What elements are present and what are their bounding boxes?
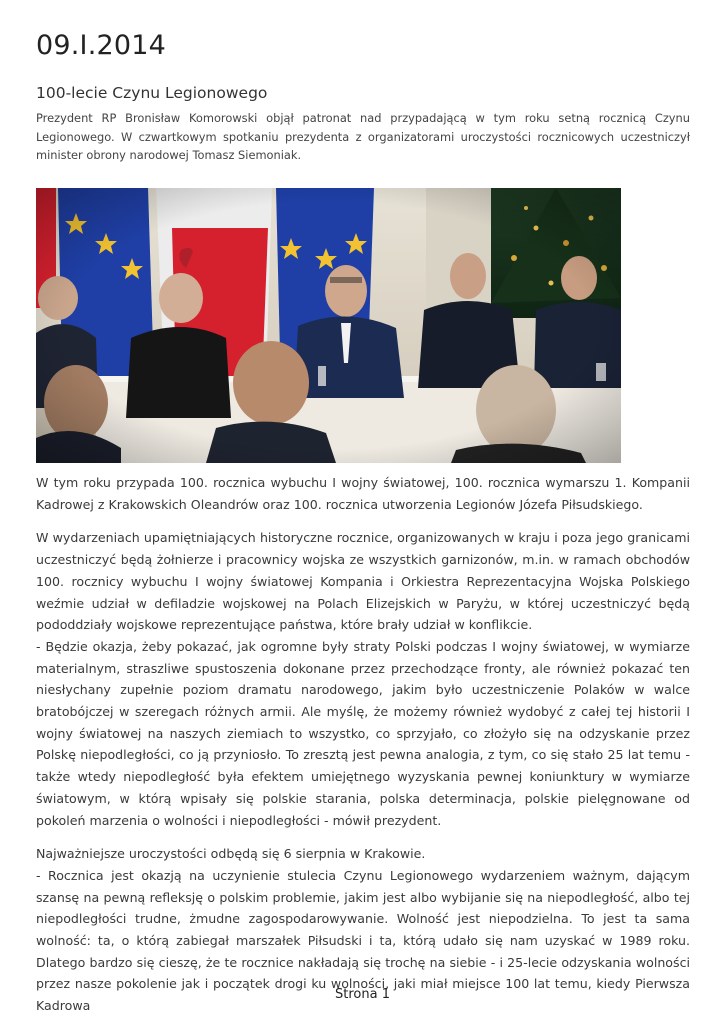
page-number: Strona 1 [335,987,390,1002]
body-paragraph-3-main: Najważniejsze uroczystości odbędą się 6 sierpnia w Krakowie. [36,846,426,862]
minister-quote: - Rocznica jest okazją na uczynienie stulecia Czynu Legionowego wydarzeniem ważnym, dającym szansę na pewną refleksję o polskim problemie, jakim jest albo wybijanie się na niepodległość, albo tej niepodległości trudne, żmudne zagospodarowywanie. Wolność jest niepodzielna. To jest ta sama wolność: ta, o którą zabiegał marszałek Piłsudski i ta, którą udało się nam uzyskać w 1989 roku. Dlatego bardzo się cieszę, że te rocznice nakładają się trochę na siebie - i 25-lecie odzyskania wolności przez nasze pokolenie jak i początek drogi ku wolności, jaki miał miejsce 100 lat temu, kiedy Pierwsza Kadrowa [36,867,690,1014]
body-paragraph-2 [36,527,690,831]
body-paragraph-1: W tym roku przypada 100. rocznica wybuchu I wojny światowej, 100. rocznica wymarszu 1. Kompanii Kadrowej z Krakowskich Oleandrów oraz 100. rocznica utworzenia Legionów Józefa Piłsudskiego. [36,475,690,512]
article-photo [36,188,621,463]
body-paragraph-2-main: W wydarzeniach upamiętniających historyczne rocznice, organizowanych w kraju i poza jego granicami uczestniczyć będą żołnierze i pracownicy wojska ze wszystkich garnizonów, m.in. w ramach obchodów 100. rocznicy wybuchu I wojny światowej Kompania i Orkiestra Reprezentacyjna Wojska Polskiego weźmie udział w defiladzie wojskowej na Polach Elizejskich w Paryżu, w której uczestniczyć będą pododdziały wojskowe reprezentujące państwa, które brały udział w konflikcie. [36,530,690,633]
president-quote: - Będzie okazja, żeby pokazać, jak ogromne były straty Polski podczas I wojny światowej, w wymiarze materialnym, straszliwe spustoszenia dokonane przez przechodzące fronty, ale również pokazać ten niesłychany zupełnie poziom dramatu narodowego, jakim było uczestniczenie Polaków w walce bratobójczej w szeregach różnych armii. Ale myślę, że możemy również wydobyć z całej tej historii I wojny światowej na naszych ziemiach to wszystko, co sprzyjało, co złożyło się na odzyskanie przez Polskę niepodległości, co ją przyniosło. To zresztą jest pewna analogia, z tym, co się stało 25 lat temu - także wtedy niepodległość była efektem umiejętnego wyzyskania pewnej koniunktury w wymiarze światowym, w którą wpisały się polskie starania, polska determinacja, polskie pielęgnowane od pokoleń marzenia o wolności i niepodległości - mówił prezydent. [36,638,690,828]
article-title: 100-lecie Czynu Legionowego [36,84,268,102]
article-body [36,472,690,1029]
article-date: 09.I.2014 [36,30,166,61]
article-lead: Prezydent RP Bronisław Komorowski objął patronat nad przypadającą w tym roku setną rocznicą Czynu Legionowego. W czwartkowym spotkaniu prezydenta z organizatorami uroczystości rocznicowych uczestniczył minister obrony narodowej Tomasz Siemoniak. [36,111,690,162]
